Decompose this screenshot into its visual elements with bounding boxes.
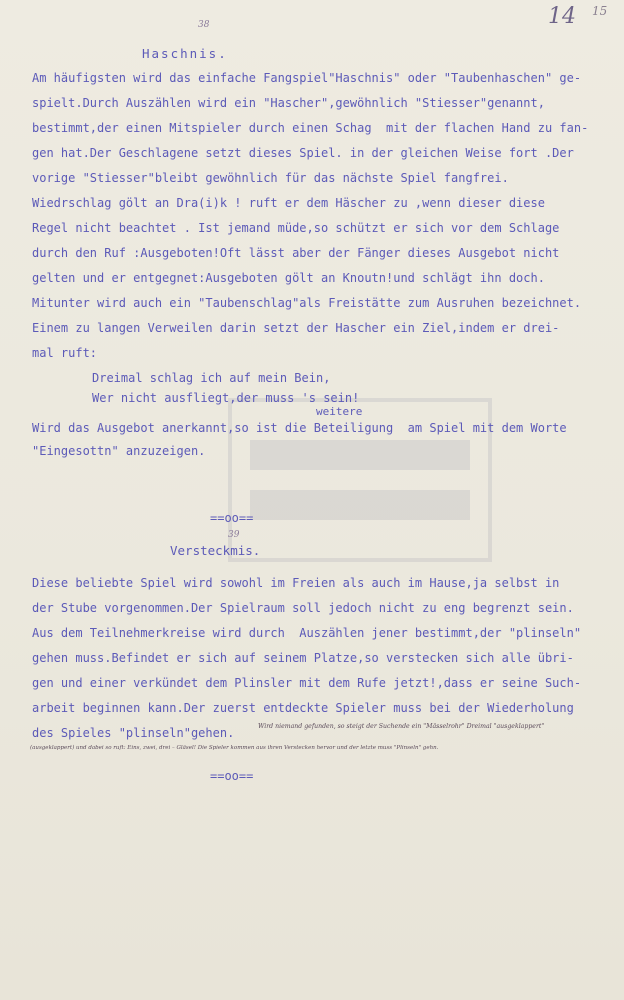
paragraph-line: Regel nicht beachtet . Ist jemand müde,so schützt er sich vor dem Schlage <box>32 221 560 235</box>
paragraph-line: Diese beliebte Spiel wird sowohl im Freien als auch im Hause,ja selbst in <box>32 576 560 590</box>
paragraph-line: mal ruft: <box>32 346 98 360</box>
paragraph-line: gen hat.Der Geschlagene setzt dieses Spiel. in der gleichen Weise fort .Der <box>32 146 574 160</box>
handwritten-note-line-2: (ausgeklappert) und dabei so ruft: Eins, zwei, drei – Gläsel! Die Spieler kommen aus ihren Verstecken hervor und der letzte muss "Plinseln" gehn. <box>30 745 439 751</box>
section-title-versteckmis: Versteckmis. <box>170 543 261 558</box>
verse-line: Wer nicht ausfliegt,der muss 's sein! <box>92 391 360 405</box>
paragraph-line: gen und einer verkündet dem Plinsler mit dem Rufe jetzt!,dass er seine Such- <box>32 676 582 690</box>
handwritten-note-line-1: Wird niemand gefunden, so steigt der Suchende ein "Mässelrohr" Dreimal "ausgeklappert" <box>258 723 545 730</box>
paragraph-line: "Eingesottn" anzuzeigen. <box>32 444 206 458</box>
paragraph-line: Aus dem Teilnehmerkreise wird durch Auszählen jener bestimmt,der "plinseln" <box>32 626 582 640</box>
verse-line: Dreimal schlag ich auf mein Bein, <box>92 371 331 385</box>
paragraph-line: Am häufigsten wird das einfache Fangspiel"Haschnis" oder "Taubenhaschen" ge- <box>32 71 582 85</box>
section-title-haschnis: Haschnis. <box>142 46 228 61</box>
paragraph-line: Wird das Ausgebot anerkannt,so ist die Beteiligung am Spiel mit dem Worte <box>32 421 567 435</box>
paragraph-line: durch den Ruf :Ausgeboten!Oft lässt aber der Fänger dieses Ausgebot nicht <box>32 246 560 260</box>
paragraph-line: Einem zu langen Verweilen darin setzt der Hascher ein Ziel,indem er drei- <box>32 321 560 335</box>
paragraph-line: gehen muss.Befindet er sich auf seinem Platze,so verstecken sich alle übri- <box>32 651 574 665</box>
inserted-word: weitere <box>316 405 363 418</box>
paragraph-line: der Stube vorgenommen.Der Spielraum soll jedoch nicht zu eng begrenzt sein. <box>32 601 574 615</box>
page-number-primary: 14 <box>548 4 576 29</box>
section-divider: ==oo== <box>210 769 254 783</box>
paragraph-line: gelten und er entgegnet:Ausgeboten gölt an Knoutn!und schlägt ihn doch. <box>32 271 545 285</box>
paragraph-line: des Spieles "plinseln"gehen. <box>32 726 235 740</box>
section-divider: ==oo== <box>210 511 254 525</box>
paragraph-line: Wiedrschlag gölt an Dra(i)k ! ruft er dem Häscher zu ,wenn dieser diese <box>32 196 545 210</box>
paragraph-line: arbeit beginnen kann.Der zuerst entdeckte Spieler muss bei der Wiederholung <box>32 701 574 715</box>
paragraph-line: vorige "Stiesser"bleibt gewöhnlich für das nächste Spiel fangfrei. <box>32 171 509 185</box>
pencil-mark-top: 38 <box>198 20 210 30</box>
page-number-secondary: 15 <box>592 4 608 18</box>
pencil-mark-middle: 39 <box>228 530 240 540</box>
paragraph-line: Mitunter wird auch ein "Taubenschlag"als Freistätte zum Ausruhen bezeichnet. <box>32 296 582 310</box>
paragraph-line: bestimmt,der einen Mitspieler durch einen Schag mit der flachen Hand zu fan- <box>32 121 589 135</box>
paragraph-line: spielt.Durch Auszählen wird ein "Hascher",gewöhnlich "Stiesser"genannt, <box>32 96 545 110</box>
